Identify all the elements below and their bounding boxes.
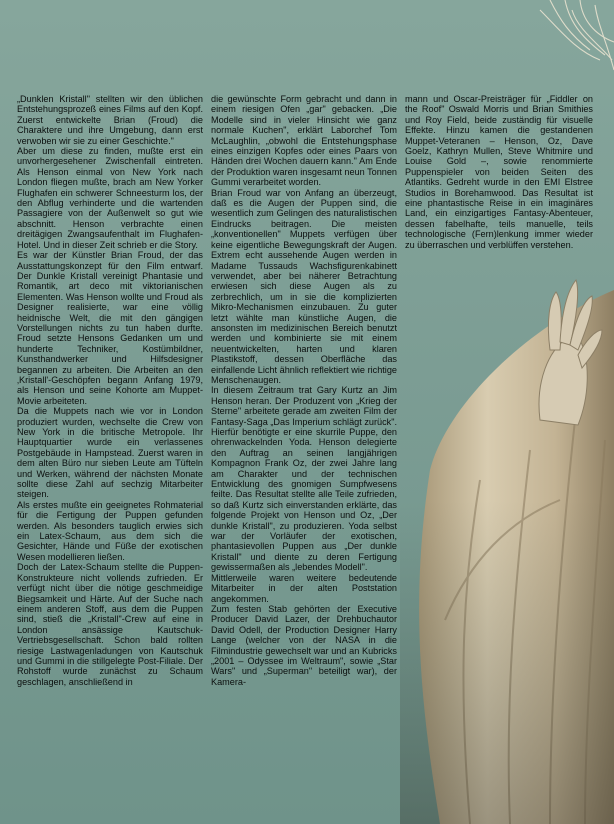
paragraph: Da die Muppets nach wie vor in London produziert wurden, wechselte die Crew von New York in die britische Metropole. Ihr Hauptquartier wurde ein verlassenes Postgebäude in Hampstead. Zuerst waren in dem alten Büro nur sieben Leute am Tüfteln und Werken, während der nächsten Monate sollte diese Zahl auf sechzig Mitarbeiter steigen. (17, 406, 203, 500)
paragraph: Es war der Künstler Brian Froud, der das Ausstattungskonzept für den Film entwarf. Der Dunkle Kristall vereinigt Phantasie und Romantik, art deco mit viktorianischen Elementen. Was Henson wollte und Froud als Designer realisierte, war eine völlig heidnische Welt, die mit den gängigen Vorstellungen nichts zu tun haben durfte. Froud setzte Hensons Gedanken um und hunderte Techniker, Kostümbildner, Kunsthandwerker und Hilfsdesigner begannen zu arbeiten. Die Arbeiten an den ‚Kristall'-Geschöpfen begann Anfang 1979, als Henson und seine Kohorte am Muppet-Movie arbeiteten. (17, 250, 203, 406)
hair-strands (540, 0, 614, 70)
paragraph: Brian Froud war von Anfang an überzeugt, daß es die Augen der Puppen sind, die wesentlich zum Gelingen des naturalistischen Eindrucks beitragen. Die meisten „konventionellen" Muppets verfügen über keine eigentliche Bewegungskraft der Augen. Extrem echt aussehende Augen werden in Madame Tussauds Wachsfigurenkabinett verwendet, aber bei näherer Betrachtung erwiesen sich diese Augen als zu zerbrechlich, um in sie die komplizierten Mikro-Mechanismen einzubauen. Zu guter letzt wählte man künstliche Augen, die ansonsten im medizinischen Bereich benutzt werden und kombinierte sie mit einem neuentwickelten, harten und klaren Plastikstoff, dessen Oberfläche das einfallende Licht ähnlich reflektiert wie richtige Menschenaugen. (211, 187, 397, 385)
paragraph: Zum festen Stab gehörten der Executive Producer David Lazer, der Drehbuchautor David Odell, der Production Designer Harry Lange (welcher von der NASA in die Filmindustrie gewechselt war und an Kubricks „2001 – Odyssee im Weltraum", sowie „Star Wars" und „Superman" beteiligt war), der Kamera- (211, 603, 397, 687)
paragraph: Als erstes mußte ein geeignetes Rohmaterial für die Fertigung der Puppen gefunden werden. Als besonders tauglich erwies sich ein Latex-Schaum, aus dem sich die Gesichter, Hände und Füße der exotischen Wesen modellieren ließen. (17, 499, 203, 562)
paragraph: mann und Oscar-Preisträger für „Fiddler on the Roof" Oswald Morris und Brian Smithies und Roy Field, beide zuständig für visuelle Effekte. Hinzu kamen die gestandenen Muppet-Veteranen – Henson, Oz, Dave Goelz, Kathryn Mullen, Steve Whitmire und Louise Gold –, sowie renommierte Puppenspieler von beiden Seiten des Atlantiks. Gedreht wurde in den EMI Elstree Studios in Borehamwood. Das Resultat ist eine phantastische Reise in ein imaginäres Land, ein einzigartiges Fantasy-Abenteuer, dessen fabelhafte, teils manuelle, teils technologische (Fern)lenkung immer wieder zu überraschen und verblüffen verstehen. (405, 94, 593, 250)
paragraph: Mittlerweile waren weitere bedeutende Mitarbeiter in der alten Poststation angekommen. (211, 572, 397, 604)
paragraph: Doch der Latex-Schaum stellte die Puppen-Konstrukteure nicht vollends zufrieden. Er verfügt nicht über die nötige geschmeidige Biegsamkeit und Härte. Auf der Suche nach einem anderen Stoff, aus dem die Puppen sind, stieß die „Kristall"-Crew auf eine in London ansässige Kautschuk-Vertriebsgesellschaft. Schon bald rollten riesige Lastwagenladungen von Kautschuk und Gummi in die stillgelegte Post-Filiale. Der Rohstoff wurde zunächst zu Schaum geschlagen, anschließend in (17, 562, 203, 687)
paragraph: In diesem Zeitraum trat Gary Kurtz an Jim Henson heran. Der Produzent von „Krieg der Sterne" arbeitete gerade am zweiten Film der Fantasy-Saga „Das Imperium schlägt zurück". Hierfür benötigte er eine skurrile Puppe, den ohrenwackelnden Yoda. Henson delegierte den Auftrag an seinen langjährigen Kompagnon Frank Oz, der zwei Jahre lang am Charakter und der technischen Entwicklung des gnomigen Sumpfwesens feilte. Das Resultat stellte alle Teile zufrieden, so daß Kurtz sich einverstanden erklärte, das folgende Projekt von Henson und Oz, „Der dunkle Kristall", zu produzieren. Yoda selbst war der Vorläufer der exotischen, phantasievollen Puppen aus „Der dunkle Kristall" und diente zu deren Fertigung gewissermaßen als „lebendes Modell". (211, 385, 397, 573)
text-column-3 (405, 94, 593, 250)
text-column-2 (211, 94, 397, 687)
paragraph: Aber um diese zu finden, mußte erst ein unvorhergesehener Zwischenfall eintreten. Als Henson einmal von New York nach London fliegen mußte, brach am New Yorker Flughafen ein schwerer Schneesturm los, der den Abflug verhinderte und die wartenden Passagiere von der Außenwelt so gut wie abschnitt. Henson verbrachte einen dreitägigen Zwangsaufenthalt im Flughafen-Hotel. Und in dieser Zeit schrieb er die Story. (17, 146, 203, 250)
paragraph: „Dunklen Kristall" stellten wir den üblichen Entstehungsprozeß eines Films auf den Kopf. Zuerst entwickelte Brian (Froud) die Charaktere und ihre Umgebung, dann erst verwoben wir sie zu einer Geschichte." (17, 94, 203, 146)
paragraph: die gewünschte Form gebracht und dann in einem riesigen Ofen „gar" gebacken. „Die Modelle sind in vieler Hinsicht wie ganz normale Kuchen", erklärt Laborchef Tom McLaughlin, „obwohl die Entstehungsphase eines einzigen Kopfes oder eines Paars von Händen drei Wochen dauern kann." Am Ende der Produktion waren insgesamt neun Tonnen Gummi verarbeitet worden. (211, 94, 398, 188)
text-column-1 (17, 94, 203, 687)
